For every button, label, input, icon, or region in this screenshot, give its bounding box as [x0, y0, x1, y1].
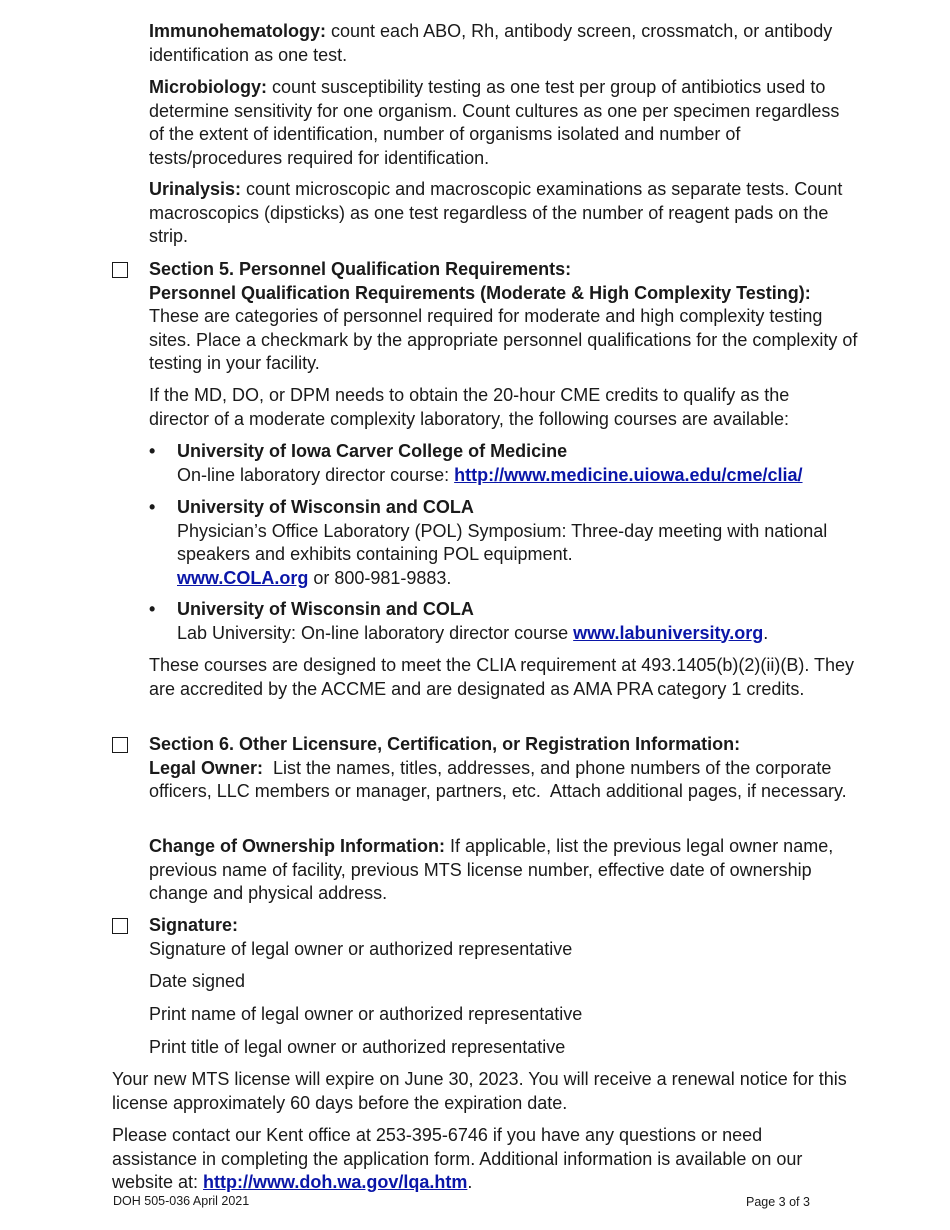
signature-heading-block	[149, 914, 849, 961]
course-item-2	[177, 496, 857, 590]
microbiology-label: Microbiology:	[149, 77, 267, 97]
section-5-checkbox[interactable]	[112, 262, 128, 278]
footer-form-number: DOH 505-036 April 2021	[113, 1194, 250, 1208]
immunohematology-label: Immunohematology:	[149, 21, 327, 41]
contact-paragraph	[112, 1124, 842, 1195]
urinalysis-paragraph	[149, 178, 849, 249]
courses-closing-paragraph: These courses are designed to meet the CLIA requirement at 493.1405(b)(2)(ii)(B). They are accredited by the ACCME and are designated as AMA PRA category 1 credits.	[149, 655, 855, 699]
course-1-desc: On-line laboratory director course:	[177, 464, 455, 485]
course-2-desc: Physician’s Office Laboratory (POL) Symposium: Three-day meeting with national speakers and exhibits containing POL equipment.	[177, 520, 828, 564]
section-5-block	[149, 258, 869, 376]
section-5-heading: Section 5. Personnel Qualification Requirements:	[149, 259, 572, 279]
course-2-phone: or 800-981-9883.	[308, 567, 452, 588]
section-5-text: These are categories of personnel required for moderate and high complexity testing sites. Place a checkmark by the appropriate personnel qualifications for the complexity of testing in your facility.	[149, 306, 858, 373]
bullet-3: •	[149, 599, 156, 619]
signature-checkbox[interactable]	[112, 918, 128, 934]
immunohematology-paragraph	[149, 20, 849, 67]
change-of-ownership-paragraph	[149, 835, 849, 906]
bullet-1: •	[149, 441, 156, 461]
course-1-name: University of Iowa Carver College of Medicine	[177, 441, 568, 461]
signature-line-3: Print name of legal owner or authorized representative	[149, 1004, 583, 1024]
signature-line-4: Print title of legal owner or authorized representative	[149, 1037, 566, 1057]
bullet-2: •	[149, 497, 156, 517]
microbiology-text: count susceptibility testing as one test per group of antibiotics used to determine sensitivity for one organism. Count cultures as one per specimen regardless of the extent of identification, number of organisms isolated and number of tests/procedures required for identification.	[149, 77, 840, 168]
signature-line-1: Signature of legal owner or authorized representative	[149, 938, 573, 959]
signature-line-2: Date signed	[149, 971, 246, 991]
section-6-block	[149, 733, 869, 804]
signature-heading: Signature:	[149, 915, 239, 935]
course-item-1	[177, 440, 857, 487]
urinalysis-text: count microscopic and macroscopic examinations as separate tests. Count macroscopics (dipsticks) as one test regardless of the number of reagent pads on the strip.	[149, 179, 843, 246]
course-2-link[interactable]: www.COLA.org	[177, 567, 309, 588]
section-5-subheading: Personnel Qualification Requirements (Moderate & High Complexity Testing):	[149, 282, 811, 303]
urinalysis-label: Urinalysis:	[149, 179, 242, 199]
microbiology-paragraph	[149, 76, 849, 170]
course-2-name: University of Wisconsin and COLA	[177, 497, 474, 517]
cme-intro: If the MD, DO, or DPM needs to obtain the 20-hour CME credits to qualify as the director of a moderate complexity laboratory, the following courses are available:	[149, 385, 790, 429]
legal-owner-text: List the names, titles, addresses, and phone numbers of the corporate officers, LLC members or manager, partners, etc. Attach additional pages, if necessary.	[149, 757, 847, 801]
footer-page-number: Page 3 of 3	[746, 1195, 810, 1209]
contact-text: Please contact our Kent office at 253-395-6746 if you have any questions or need assistance in completing the application form. Additional information is available on our website at:	[112, 1125, 803, 1192]
course-3-desc: Lab University: On-line laboratory director course	[177, 622, 574, 643]
course-item-3	[177, 598, 857, 645]
immunohematology-text: count each ABO, Rh, antibody screen, crossmatch, or antibody identification as one test.	[149, 21, 833, 65]
change-of-ownership-label: Change of Ownership Information:	[149, 836, 445, 856]
contact-after: .	[467, 1172, 473, 1192]
section-6-checkbox[interactable]	[112, 737, 128, 753]
course-3-name: University of Wisconsin and COLA	[177, 599, 474, 619]
change-of-ownership-text: If applicable, list the previous legal owner name, previous name of facility, previous MTS license number, effective date of ownership change and physical address.	[149, 836, 834, 903]
section-6-heading: Section 6. Other Licensure, Certification, or Registration Information:	[149, 734, 741, 754]
course-3-after: .	[763, 622, 769, 643]
expiry-paragraph: Your new MTS license will expire on June 30, 2023. You will receive a renewal notice for this license approximately 60 days before the expiration date.	[112, 1069, 847, 1113]
legal-owner-label: Legal Owner:	[149, 757, 264, 778]
doh-website-link[interactable]: http://www.doh.wa.gov/lqa.htm	[203, 1172, 468, 1192]
course-1-link[interactable]: http://www.medicine.uiowa.edu/cme/clia/	[454, 464, 803, 485]
course-3-link[interactable]: www.labuniversity.org	[573, 622, 764, 643]
